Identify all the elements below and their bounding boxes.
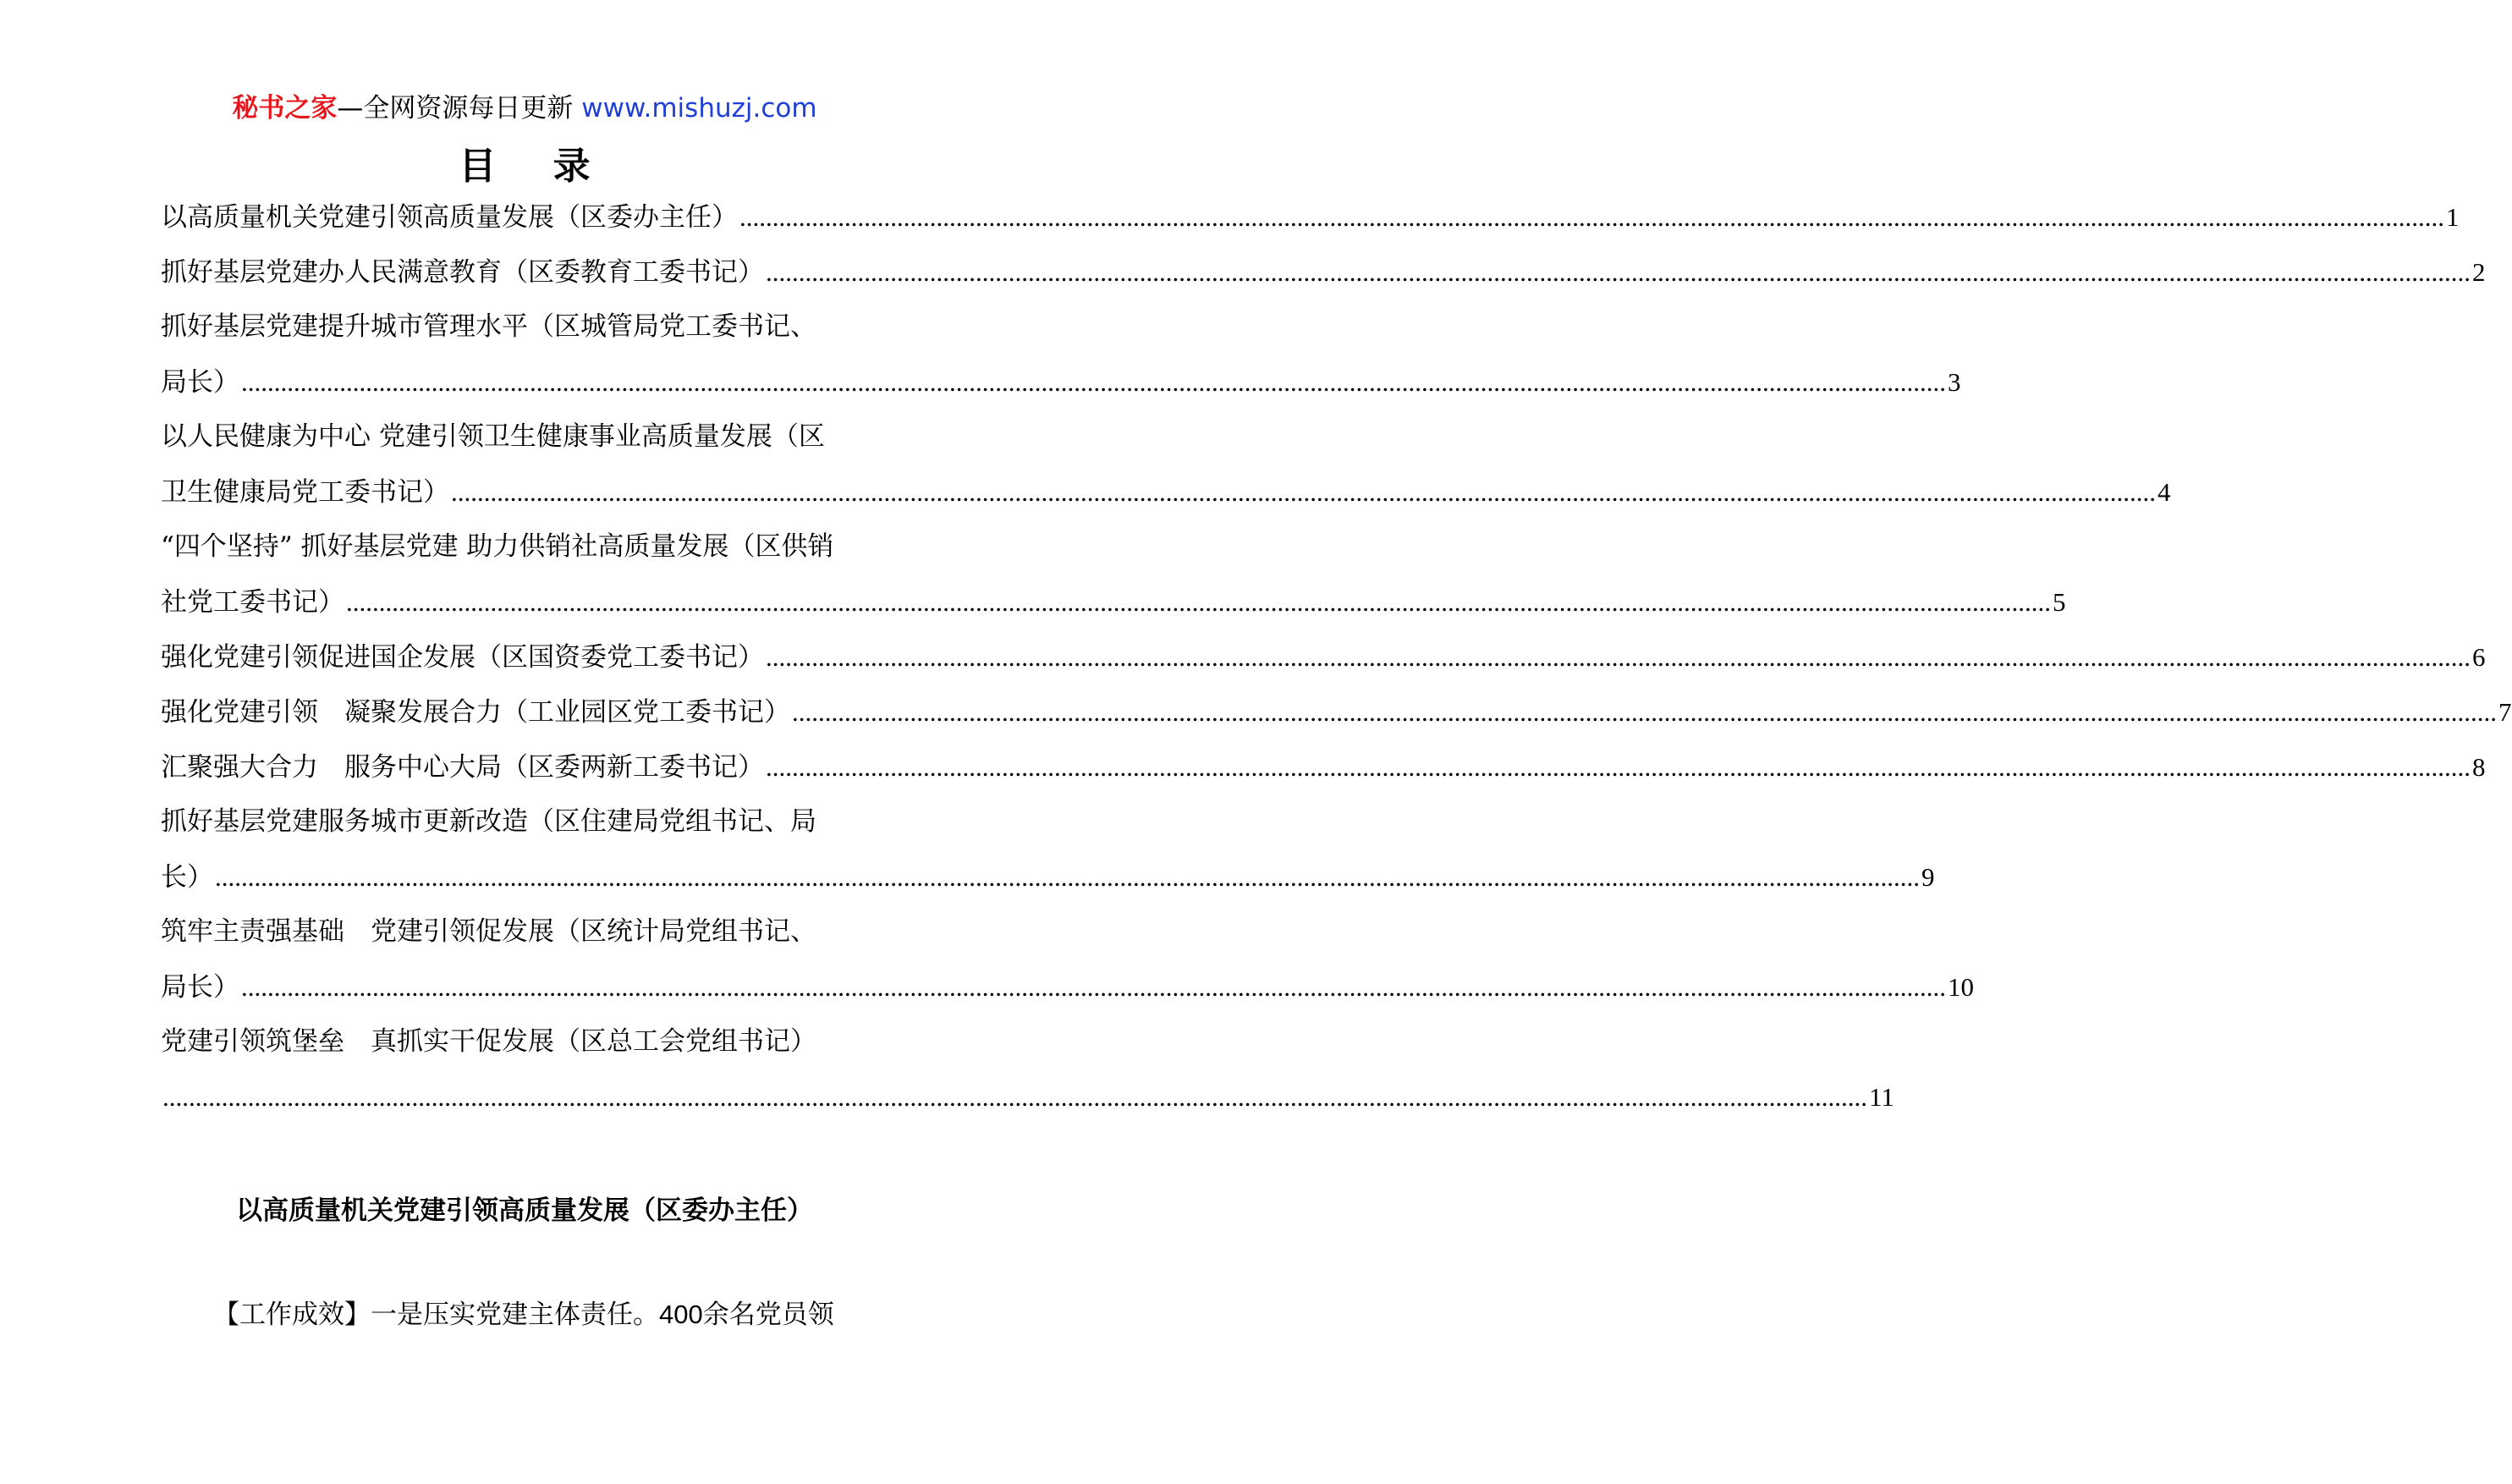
toc-page-number: 10	[1948, 972, 1974, 1002]
toc-title: 目 录	[459, 145, 613, 188]
toc-entry-title: 强化党建引领促进国企发展（区国资委党工委书记）	[161, 642, 764, 673]
toc-leader-dots: ....................................................................................................................................................................................................................................................................	[215, 862, 1920, 892]
toc-line	[161, 1069, 1894, 1124]
toc-entry[interactable]	[161, 409, 2171, 519]
toc-leader-dots: ....................................................................................................................................................................................................................................................................	[766, 752, 2471, 782]
toc-entry[interactable]	[161, 739, 2486, 794]
toc-page-number: 5	[2053, 587, 2066, 617]
toc-page-number: 1	[2446, 202, 2460, 232]
toc-leader-dots: ....................................................................................................................................................................................................................................................................	[162, 1082, 1867, 1112]
toc-entry[interactable]	[161, 904, 1974, 1014]
toc-leader-dots: ....................................................................................................................................................................................................................................................................	[241, 367, 1946, 397]
toc-entry[interactable]	[161, 245, 2486, 300]
toc-line	[161, 794, 893, 849]
toc-page-number: 7	[2498, 697, 2512, 727]
toc-entry-title: 抓好基层党建提升城市管理水平（区城管局党工委书记、	[161, 311, 816, 342]
body-lead: 【工作成效】一是压实党建主体责任。	[213, 1300, 659, 1330]
toc-leader-dots: ....................................................................................................................................................................................................................................................................	[766, 257, 2471, 287]
toc-entry-title: 局长）	[161, 972, 239, 1003]
toc-entry-title: 卫生健康局党工委书记）	[161, 477, 449, 508]
body-number: 400	[659, 1300, 703, 1329]
toc-line	[161, 574, 2066, 629]
toc-leader-dots: ....................................................................................................................................................................................................................................................................	[346, 587, 2051, 617]
toc-entry-title: 以人民健康为中心 党建引领卫生健康事业高质量发展（区	[161, 421, 825, 452]
toc-entry[interactable]	[161, 794, 1935, 904]
table-of-contents	[161, 190, 2512, 1124]
toc-line	[161, 739, 2486, 794]
header-slogan: —全网资源每日更新	[337, 93, 582, 124]
body-rest: 余名党员领	[702, 1300, 834, 1330]
toc-line	[161, 409, 893, 464]
toc-line	[161, 245, 2486, 300]
toc-line	[161, 849, 1935, 904]
toc-entry-title: “四个坚持” 抓好基层党建 助力供销社高质量发展（区供销	[161, 531, 834, 562]
toc-page-number: 8	[2472, 752, 2486, 782]
toc-line	[161, 355, 1961, 409]
body-paragraph	[213, 1293, 893, 1331]
toc-leader-dots: ....................................................................................................................................................................................................................................................................	[451, 477, 2156, 507]
toc-entry-title: 长）	[161, 862, 213, 893]
toc-entry-title: 党建引领筑堡垒 真抓实干促发展（区总工会党组书记）	[161, 1026, 816, 1057]
toc-entry-title: 强化党建引领 凝聚发展合力（工业园区党工委书记）	[161, 697, 790, 728]
toc-line	[161, 629, 2486, 684]
toc-entry-title: 社党工委书记）	[161, 587, 344, 618]
toc-entry-title: 抓好基层党建服务城市更新改造（区住建局党组书记、局	[161, 806, 816, 837]
toc-line	[161, 684, 2512, 739]
toc-entry-title: 抓好基层党建办人民满意教育（区委教育工委书记）	[161, 257, 764, 288]
toc-leader-dots: ....................................................................................................................................................................................................................................................................	[766, 642, 2471, 672]
toc-page-number: 2	[2472, 257, 2486, 287]
toc-line	[161, 519, 893, 574]
brand-name: 秘书之家	[232, 93, 338, 124]
toc-line	[161, 904, 893, 959]
toc-leader-dots: ....................................................................................................................................................................................................................................................................	[241, 972, 1946, 1002]
toc-leader-dots: ....................................................................................................................................................................................................................................................................	[792, 697, 2497, 727]
toc-entry[interactable]	[161, 519, 2066, 629]
toc-entry[interactable]	[161, 684, 2512, 739]
toc-line	[161, 190, 2460, 245]
toc-entry-title: 局长）	[161, 367, 239, 398]
site-url-link[interactable]: www.mishuzj.com	[581, 93, 817, 124]
toc-leader-dots: ....................................................................................................................................................................................................................................................................	[739, 202, 2444, 232]
toc-page-number: 9	[1921, 862, 1935, 892]
toc-line	[161, 300, 893, 355]
toc-page-number: 6	[2472, 642, 2486, 672]
section-title: 以高质量机关党建引领高质量发展（区委办主任）	[236, 1195, 813, 1226]
toc-page-number: 4	[2157, 477, 2171, 507]
toc-page-number: 11	[1869, 1082, 1894, 1112]
toc-entry-title: 筑牢主责强基础 党建引领促发展（区统计局党组书记、	[161, 916, 816, 947]
toc-page-number: 3	[1948, 367, 1961, 397]
site-header	[0, 86, 1049, 124]
toc-entry[interactable]	[161, 190, 2460, 245]
toc-entry[interactable]	[161, 1014, 1894, 1124]
toc-entry[interactable]	[161, 629, 2486, 684]
toc-entry-title: 汇聚强大合力 服务中心大局（区委两新工委书记）	[161, 752, 764, 783]
toc-entry[interactable]	[161, 300, 1961, 409]
toc-entry-title: 以高质量机关党建引领高质量发展（区委办主任）	[161, 202, 738, 233]
toc-line	[161, 959, 1974, 1014]
toc-line	[161, 464, 2171, 519]
toc-line	[161, 1014, 893, 1069]
